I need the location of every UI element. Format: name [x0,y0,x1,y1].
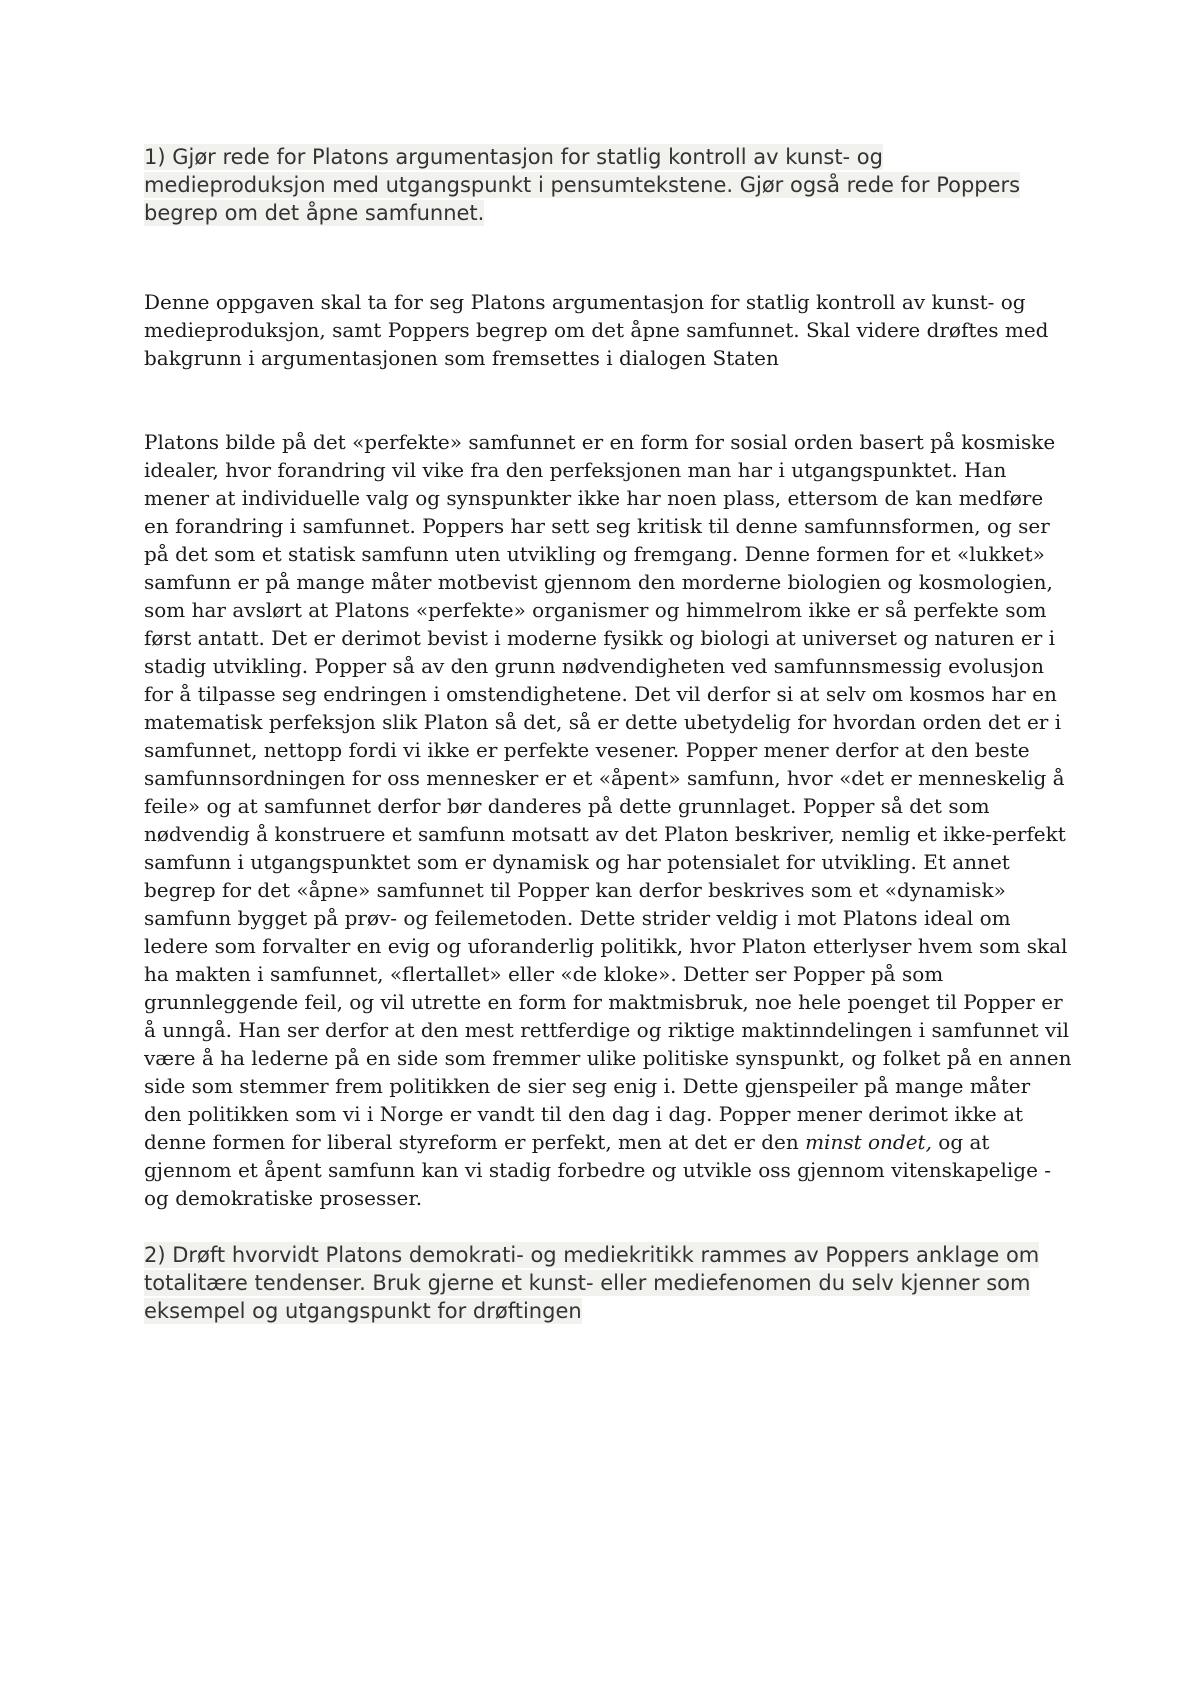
body-paragraph [144,428,1074,1212]
question-1-text: 1) Gjør rede for Platons argumentasjon for statlig kontroll av kunst- og medieproduksjon med utgangspunkt i pensumtekstene. Gjør også rede for Poppers begrep om det åpne samfunnet. [144,145,1021,225]
body-text-part-1: Platons bilde på det «perfekte» samfunnet er en form for sosial orden basert på kosmiske idealer, hvor forandring vil vike fra den perfeksjonen man har i utgangspunktet. Han mener at individuelle valg og synspunkter ikke har noen plass, ettersom de kan medføre en forandring i samfunnet. Poppers har sett seg kritisk til denne samfunnsformen, og ser på det som et statisk samfunn uten utvikling og fremgang. Denne formen for et «lukket» samfunn er på mange måter motbevist gjennom den morderne biologien og kosmologien, som har avslørt at Platons «perfekte» organismer og himmelrom ikke er så perfekte som først antatt. Det er derimot bevist i moderne fysikk og biologi at universet og naturen er i stadig utvikling. Popper så av den grunn nødvendigheten ved samfunnsmessig evolusjon for å tilpasse seg endringen i omstendighetene. Det vil derfor si at selv om kosmos har en matematisk perfeksjon slik Platon så det, så er dette ubetydelig for hvordan orden det er i samfunnet, nettopp fordi vi ikke er perfekte vesener. Popper mener derfor at den beste samfunnsordningen for oss mennesker er et «åpent» samfunn, hvor «det er menneskelig å feile» og at samfunnet derfor bør danderes på dette grunnlaget. Popper så det som nødvendig å konstruere et samfunn motsatt av det Platon beskriver, nemlig et ikke-perfekt samfunn i utgangspunktet som er dynamisk og har potensialet for utvikling. Et annet begrep for det «åpne» samfunnet til Popper kan derfor beskrives som et «dynamisk» samfunn bygget på prøv- og feilemetoden. Dette strider veldig i mot Platons ideal om ledere som forvalter en evig og uforanderlig politikk, hvor Platon etterlyser hvem som skal ha makten i samfunnet, «flertallet» eller «de kloke». Detter ser Popper på som grunnleggende feil, og vil utrette en form for maktmisbruk, noe hele poenget til Popper er å unngå. Han ser derfor at den mest rettferdige og riktige maktinndelingen i samfunnet vil være å ha lederne på en side som fremmer ulike politiske synspunkt, og folket på en annen side som stemmer frem politikken de sier seg enig i. Dette gjenspeiler på mange måter den politikken som vi i Norge er vandt til den dag i dag. Popper mener derimot ikke at denne formen for liberal styreform er perfekt, men at det er den [144,430,1072,1154]
question-2-text: 2) Drøft hvorvidt Platons demokrati- og mediekritikk rammes av Poppers anklage om totalitære tendenser. Bruk gjerne et kunst- eller mediefenomen du selv kjenner som eksempel og utgangspunkt for drøftingen [144,1243,1040,1323]
body-italic-phrase: minst ondet, [805,1130,932,1154]
question-1-heading [144,143,1064,227]
body-text-part-2: og at gjennom et åpent samfunn kan vi stadig forbedre og utvikle oss gjennom vitenskapelige -og demokratiske prosesser. [144,1130,1052,1210]
intro-paragraph: Denne oppgaven skal ta for seg Platons argumentasjon for statlig kontroll av kunst- og medieproduksjon, samt Poppers begrep om det åpne samfunnet. Skal videre drøftes med bakgrunn i argumentasjonen som fremsettes i dialogen Staten [144,290,1049,370]
question-2-heading [144,1241,1064,1325]
